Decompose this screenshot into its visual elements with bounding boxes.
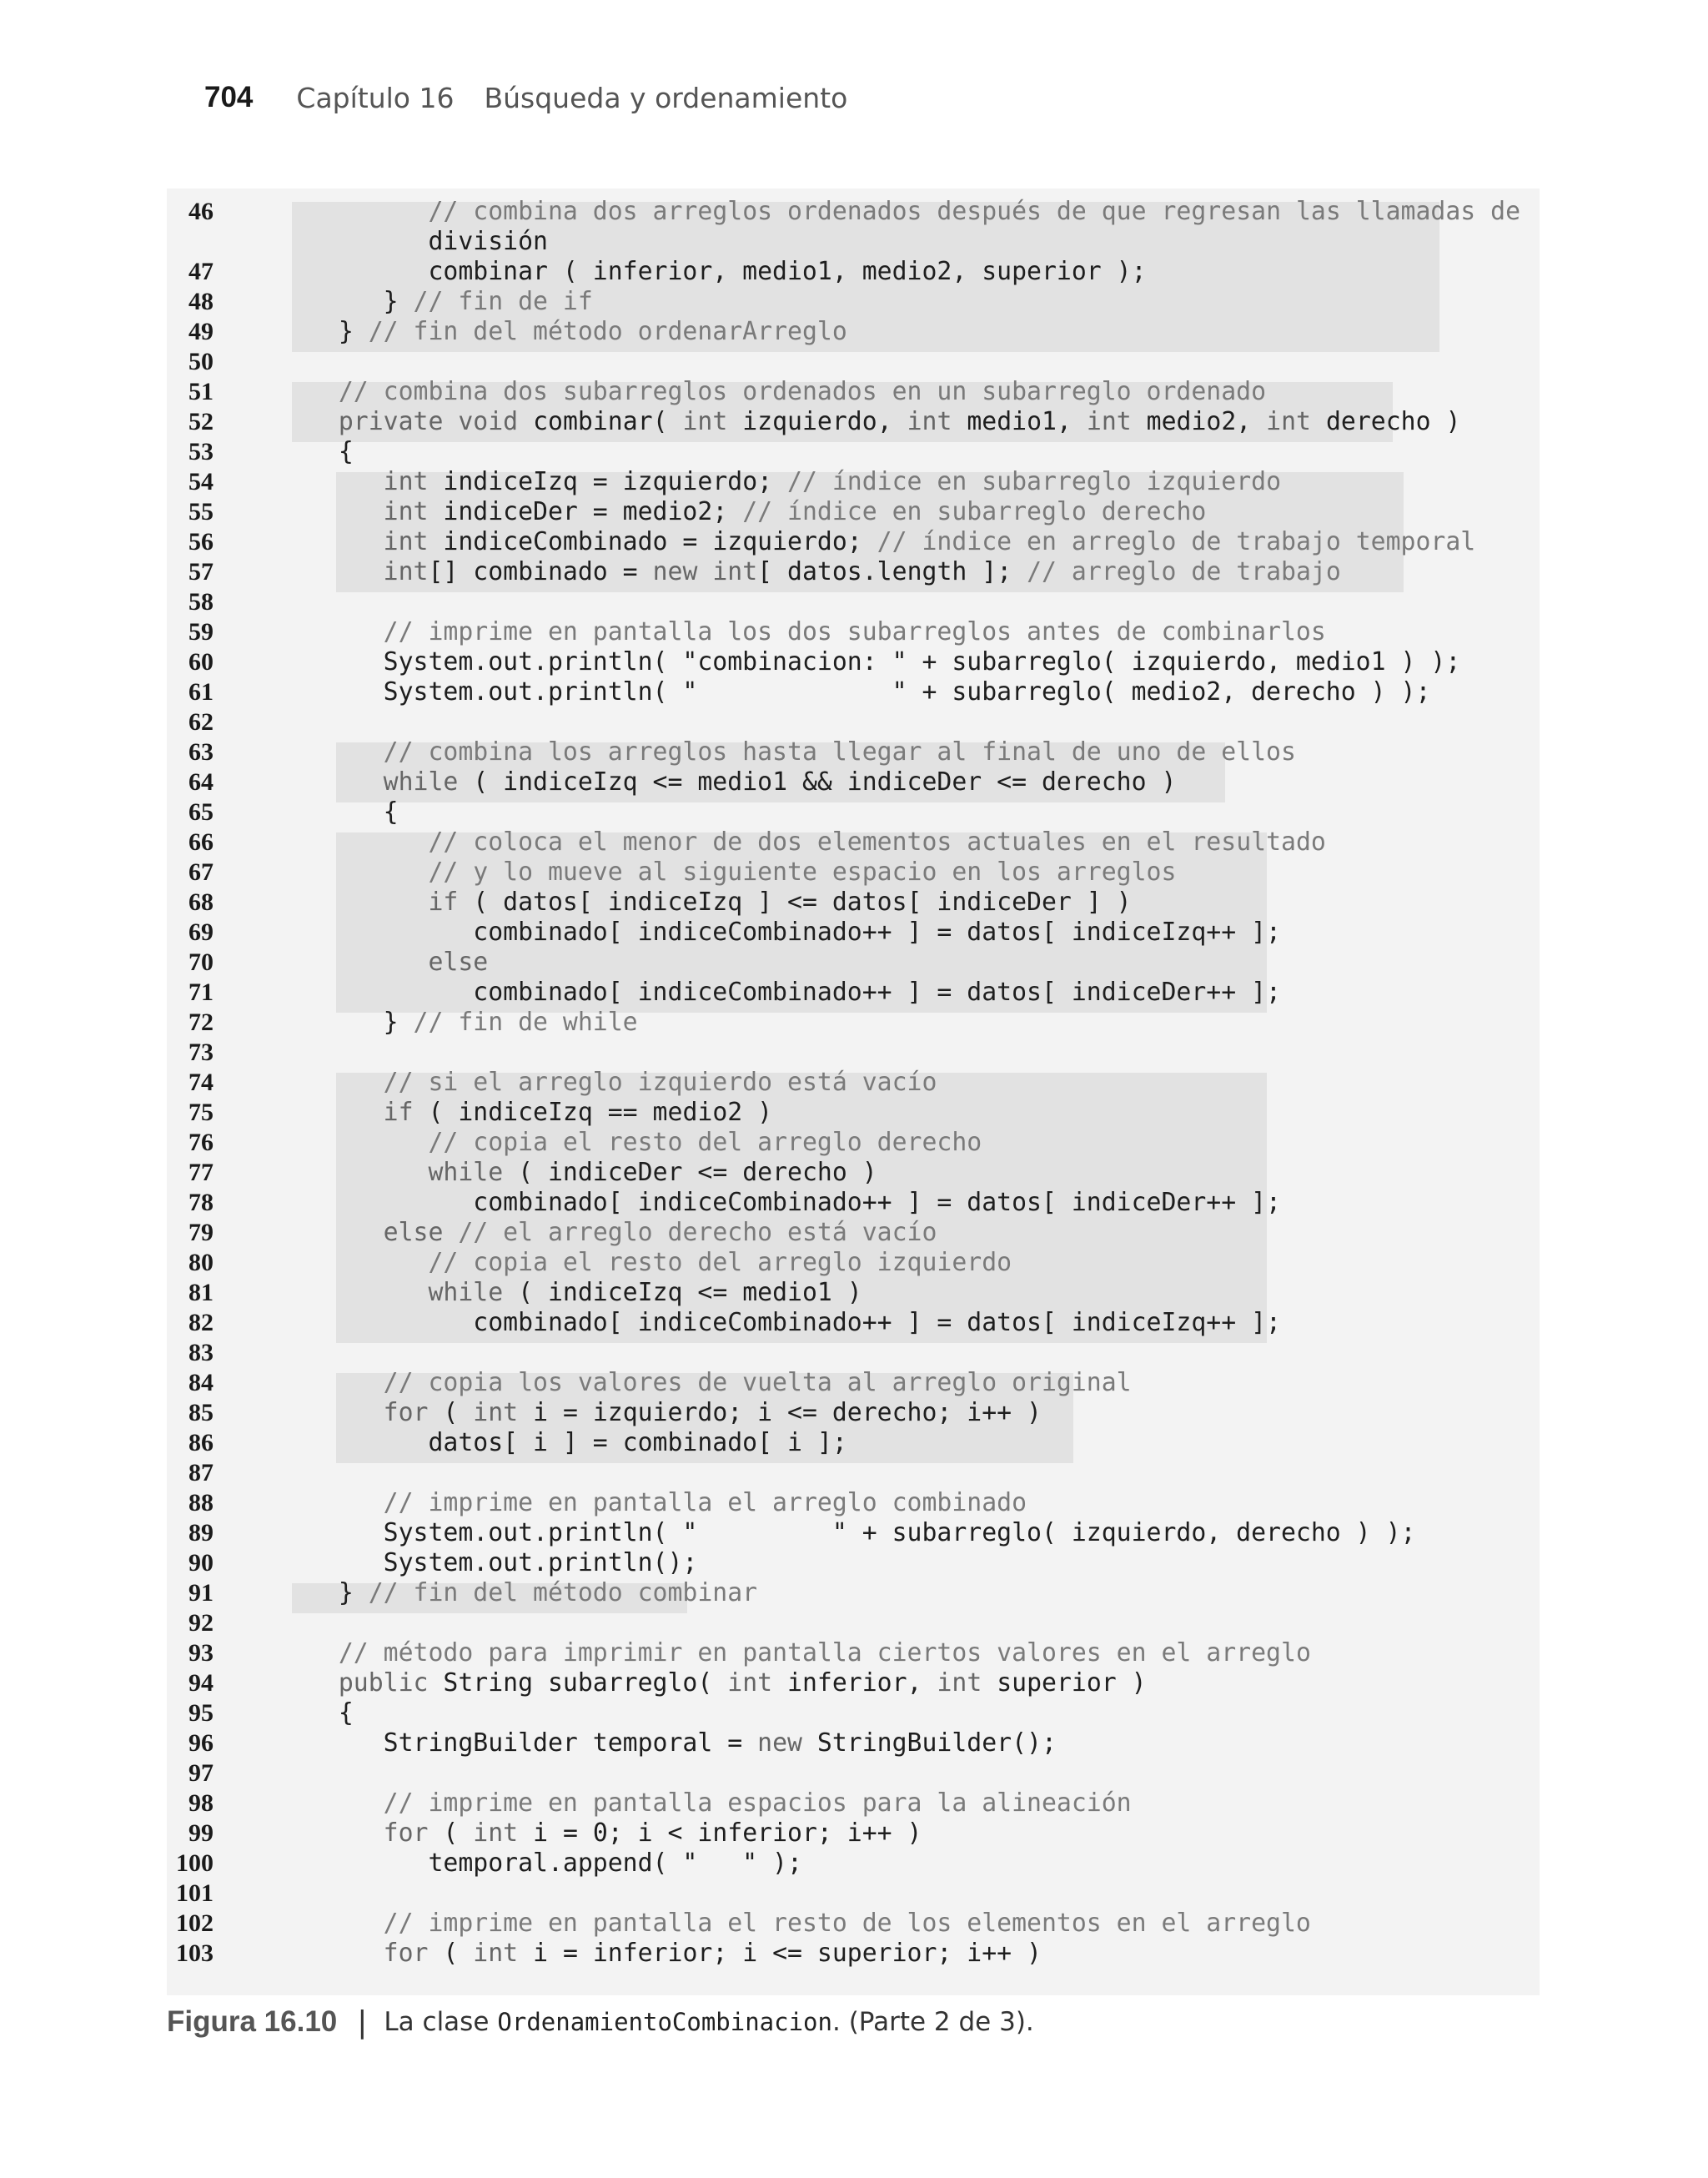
- code-text: {: [294, 797, 399, 827]
- code-text: public String subarreglo( int inferior, int superior ): [338, 1668, 1147, 1698]
- line-number: 87: [188, 1459, 214, 1486]
- line-number: 92: [188, 1609, 214, 1637]
- line-number: 68: [188, 888, 214, 916]
- line-number: 84: [188, 1369, 214, 1396]
- line-number: 89: [188, 1519, 214, 1547]
- code-text: else: [428, 948, 489, 977]
- code-text: // copia los valores de vuelta al arreglo original: [383, 1368, 1132, 1397]
- code-text: // copia el resto del arreglo derecho: [428, 1128, 982, 1157]
- line-number: 65: [188, 798, 214, 826]
- line-number: 69: [188, 918, 214, 946]
- code-text: combinado[ indiceCombinado++ ] = datos[ indiceIzq++ ];: [294, 918, 1281, 947]
- line-number: 64: [188, 768, 214, 796]
- line-number: 71: [188, 978, 214, 1006]
- page-number: 704: [204, 81, 254, 113]
- code-text: int indiceDer = medio2; // índice en subarreglo derecho: [383, 497, 1207, 526]
- line-number: 52: [188, 408, 214, 435]
- section-title: Búsqueda y ordenamiento: [484, 81, 848, 114]
- line-number: 81: [188, 1279, 214, 1306]
- line-number: 76: [188, 1129, 214, 1156]
- line-number: 85: [188, 1399, 214, 1426]
- code-text: // combina los arreglos hasta llegar al final de uno de ellos: [383, 737, 1296, 767]
- code-text: } // fin de if: [294, 287, 593, 316]
- code-text: int indiceCombinado = izquierdo; // índice en arreglo de trabajo temporal: [383, 527, 1476, 556]
- code-text: StringBuilder temporal = new StringBuilder();: [294, 1728, 1057, 1758]
- page-header: [204, 77, 847, 118]
- code-text: int indiceIzq = izquierdo; // índice en subarreglo izquierdo: [383, 467, 1282, 496]
- code-text: // imprime en pantalla el arreglo combinado: [383, 1488, 1027, 1517]
- line-number: 95: [188, 1699, 214, 1727]
- line-number: 54: [188, 468, 214, 495]
- line-number: 97: [188, 1759, 214, 1787]
- code-text: } // fin del método combinar: [294, 1578, 758, 1607]
- code-text: private void combinar( int izquierdo, int medio1, int medio2, int derecho ): [338, 407, 1461, 436]
- code-text: for ( int i = 0; i < inferior; i++ ): [383, 1818, 922, 1848]
- code-text: System.out.println( " " + subarreglo( izquierdo, derecho ) );: [294, 1518, 1416, 1547]
- code-text: for ( int i = inferior; i <= superior; i++ ): [383, 1939, 1042, 1968]
- code-text: división: [294, 227, 548, 256]
- code-text: // combina dos arreglos ordenados después de que regresan las llamadas de: [428, 197, 1521, 226]
- code-text: System.out.println();: [294, 1548, 698, 1577]
- code-text: } // fin del método ordenarArreglo: [294, 317, 847, 346]
- code-text: combinar ( inferior, medio1, medio2, superior );: [294, 257, 1147, 286]
- code-text: // imprime en pantalla espacios para la alineación: [383, 1788, 1132, 1818]
- code-text: temporal.append( " " );: [294, 1849, 802, 1878]
- figure-caption: [167, 1999, 1034, 2045]
- line-number: 103: [176, 1939, 214, 1967]
- caption-suffix: . (Parte 2 de 3).: [831, 2007, 1034, 2037]
- code-text: System.out.println( " " + subarreglo( medio2, derecho ) );: [294, 677, 1431, 707]
- line-number: 96: [188, 1729, 214, 1757]
- line-number: 90: [188, 1549, 214, 1577]
- code-text: // combina dos subarreglos ordenados en un subarreglo ordenado: [338, 377, 1267, 406]
- code-text: // y lo mueve al siguiente espacio en los arreglos: [428, 858, 1177, 887]
- line-number: 66: [188, 828, 214, 856]
- line-number: 94: [188, 1669, 214, 1697]
- line-number: 80: [188, 1249, 214, 1276]
- line-number: 98: [188, 1789, 214, 1817]
- line-number: 83: [188, 1339, 214, 1366]
- code-text: datos[ i ] = combinado[ i ];: [294, 1428, 847, 1457]
- code-text: // copia el resto del arreglo izquierdo: [428, 1248, 1012, 1277]
- line-number: 51: [188, 378, 214, 405]
- line-number: 59: [188, 618, 214, 646]
- code-text: System.out.println( "combinacion: " + subarreglo( izquierdo, medio1 ) );: [294, 647, 1461, 677]
- line-number: 49: [188, 318, 214, 345]
- caption-prefix: La clase: [384, 2007, 490, 2037]
- line-number: 99: [188, 1819, 214, 1847]
- line-number: 79: [188, 1219, 214, 1246]
- code-text: while ( indiceDer <= derecho ): [428, 1158, 877, 1187]
- code-text: while ( indiceIzq <= medio1 && indiceDer <= derecho ): [383, 767, 1177, 797]
- line-number: 46: [188, 198, 214, 225]
- line-number: 48: [188, 288, 214, 315]
- code-text: combinado[ indiceCombinado++ ] = datos[ indiceDer++ ];: [294, 1188, 1281, 1217]
- line-number: 47: [188, 258, 214, 285]
- code-text: // coloca el menor de dos elementos actuales en el resultado: [428, 827, 1326, 857]
- code-text: combinado[ indiceCombinado++ ] = datos[ indiceDer++ ];: [294, 978, 1281, 1007]
- line-number: 72: [188, 1009, 214, 1036]
- code-text: if ( datos[ indiceIzq ] <= datos[ indiceDer ] ): [428, 888, 1132, 917]
- line-number: 74: [188, 1069, 214, 1096]
- line-number: 86: [188, 1429, 214, 1456]
- line-number: 50: [188, 348, 214, 375]
- caption-class-name: OrdenamientoCombinacion: [497, 2008, 832, 2036]
- line-number: 60: [188, 648, 214, 676]
- code-text: if ( indiceIzq == medio2 ): [383, 1098, 773, 1127]
- code-text: {: [294, 1698, 354, 1728]
- line-number: 73: [188, 1039, 214, 1066]
- line-number: 57: [188, 558, 214, 586]
- code-text: combinado[ indiceCombinado++ ] = datos[ indiceIzq++ ];: [294, 1308, 1281, 1337]
- code-text: for ( int i = izquierdo; i <= derecho; i++ ): [383, 1398, 1042, 1427]
- figure-label: Figura 16.10: [167, 2005, 338, 2038]
- line-number: 82: [188, 1309, 214, 1336]
- line-number: 77: [188, 1159, 214, 1186]
- line-number: 67: [188, 858, 214, 886]
- code-text: // imprime en pantalla el resto de los elementos en el arreglo: [383, 1909, 1311, 1938]
- code-text: while ( indiceIzq <= medio1 ): [428, 1278, 862, 1307]
- code-text: } // fin de while: [294, 1008, 638, 1037]
- code-text: // si el arreglo izquierdo está vacío: [383, 1068, 937, 1097]
- line-number: 75: [188, 1099, 214, 1126]
- line-number: 100: [176, 1849, 214, 1877]
- chapter-title: Capítulo 16: [296, 81, 455, 114]
- code-text: int[] combinado = new int[ datos.length ]; // arreglo de trabajo: [383, 557, 1341, 586]
- line-number: 102: [176, 1909, 214, 1937]
- line-number: 56: [188, 528, 214, 556]
- line-number: 53: [188, 438, 214, 465]
- line-number: 70: [188, 948, 214, 976]
- line-number: 78: [188, 1189, 214, 1216]
- code-text: else // el arreglo derecho está vacío: [383, 1218, 937, 1247]
- line-number: 62: [188, 708, 214, 736]
- code-listing: [167, 189, 1540, 1995]
- code-text: // método para imprimir en pantalla ciertos valores en el arreglo: [338, 1638, 1311, 1667]
- line-number: 63: [188, 738, 214, 766]
- caption-separator: |: [357, 2004, 368, 2040]
- line-number: 91: [188, 1579, 214, 1607]
- line-number: 88: [188, 1489, 214, 1517]
- line-number: 93: [188, 1639, 214, 1667]
- line-number: 55: [188, 498, 214, 526]
- line-number: 101: [176, 1879, 214, 1907]
- code-text: {: [294, 437, 354, 466]
- line-number: 58: [188, 588, 214, 616]
- line-number: 61: [188, 678, 214, 706]
- code-text: // imprime en pantalla los dos subarreglos antes de combinarlos: [383, 617, 1326, 646]
